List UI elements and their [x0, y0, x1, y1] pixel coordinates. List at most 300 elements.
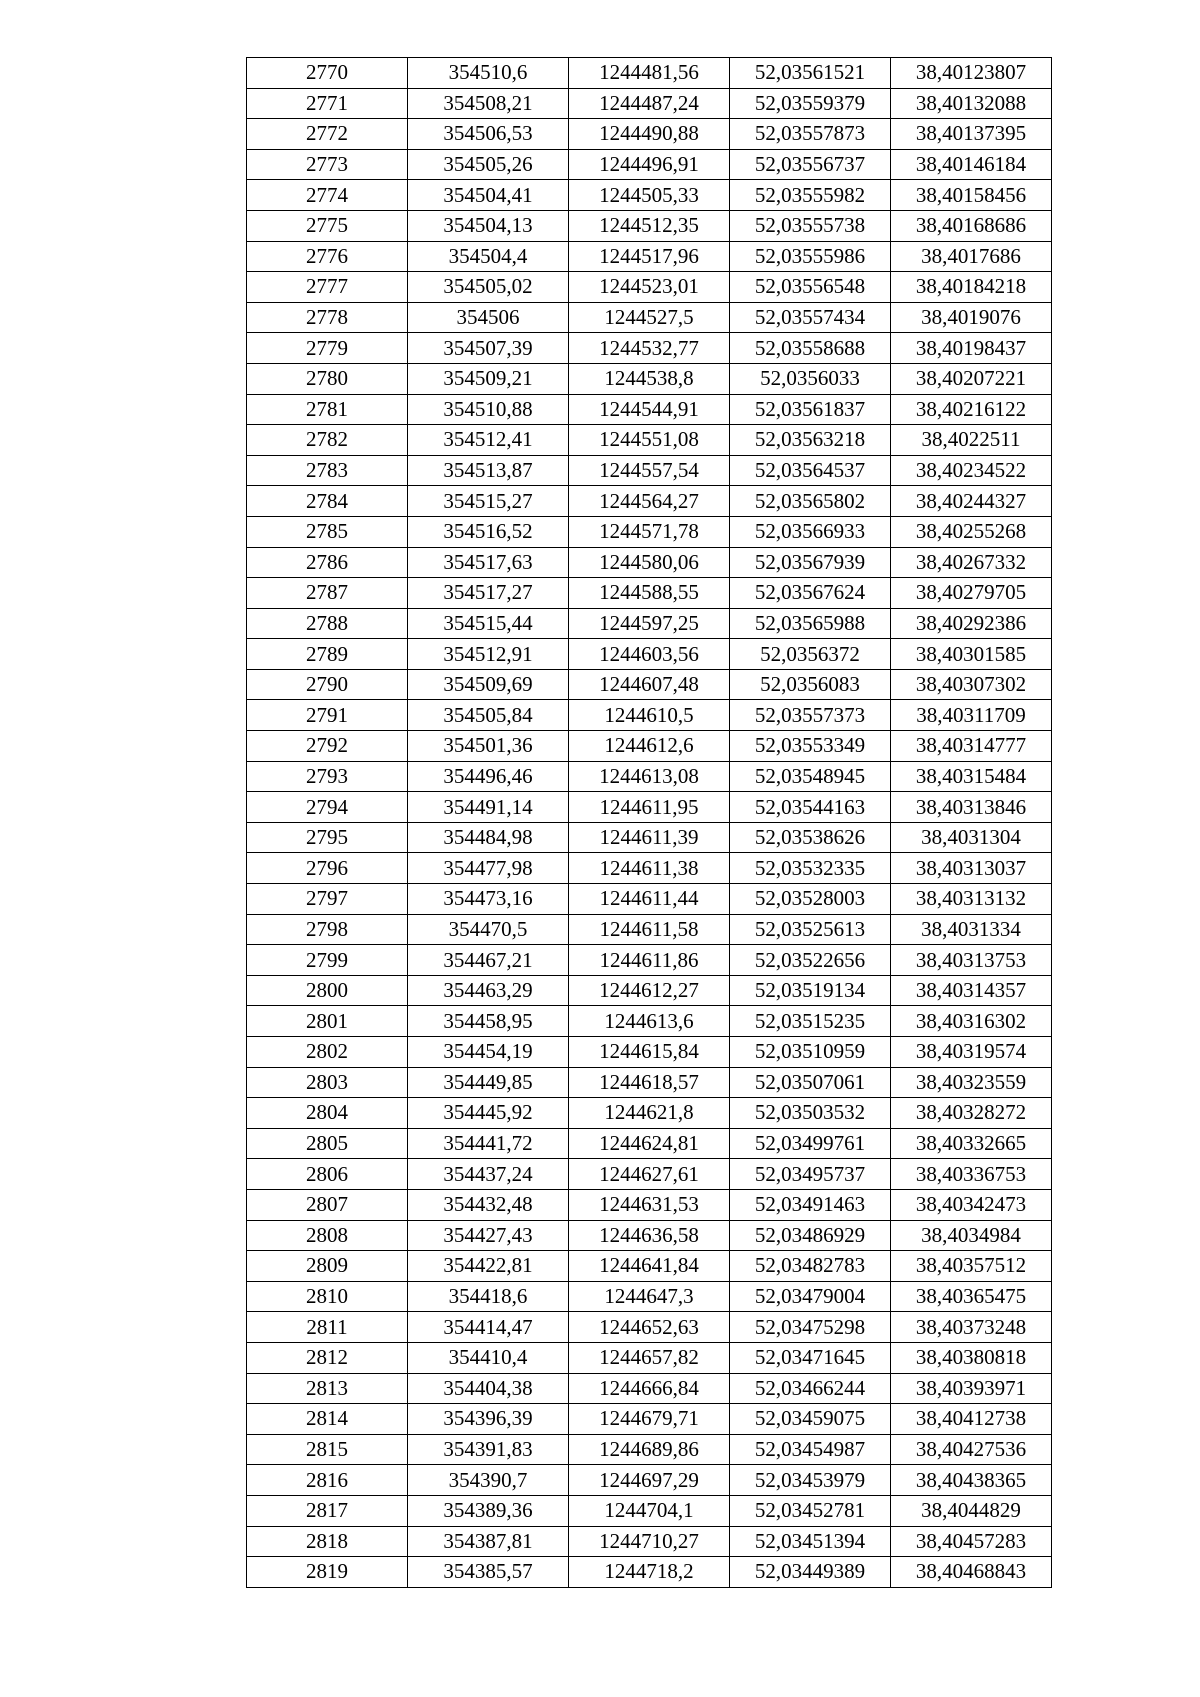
point-number-cell: 2802 [247, 1037, 408, 1068]
longitude-cell: 38,40328272 [891, 1098, 1052, 1129]
y-coordinate-cell: 1244657,82 [569, 1342, 730, 1373]
x-coordinate-cell: 354390,7 [408, 1465, 569, 1496]
table-row [247, 394, 1052, 425]
longitude-cell: 38,40342473 [891, 1189, 1052, 1220]
x-coordinate-cell: 354509,21 [408, 363, 569, 394]
y-coordinate-cell: 1244679,71 [569, 1404, 730, 1435]
latitude-cell: 52,03565802 [730, 486, 891, 517]
latitude-cell: 52,03475298 [730, 1312, 891, 1343]
x-coordinate-cell: 354422,81 [408, 1251, 569, 1282]
x-coordinate-cell: 354512,91 [408, 639, 569, 670]
table-row [247, 700, 1052, 731]
latitude-cell: 52,03466244 [730, 1373, 891, 1404]
point-number-cell: 2808 [247, 1220, 408, 1251]
x-coordinate-cell: 354396,39 [408, 1404, 569, 1435]
x-coordinate-cell: 354515,44 [408, 608, 569, 639]
point-number-cell: 2793 [247, 761, 408, 792]
x-coordinate-cell: 354510,6 [408, 58, 569, 89]
x-coordinate-cell: 354505,26 [408, 149, 569, 180]
longitude-cell: 38,40301585 [891, 639, 1052, 670]
x-coordinate-cell: 354385,57 [408, 1557, 569, 1588]
latitude-cell: 52,03499761 [730, 1128, 891, 1159]
y-coordinate-cell: 1244612,27 [569, 975, 730, 1006]
latitude-cell: 52,03556737 [730, 149, 891, 180]
latitude-cell: 52,03528003 [730, 884, 891, 915]
y-coordinate-cell: 1244588,55 [569, 578, 730, 609]
x-coordinate-cell: 354516,52 [408, 516, 569, 547]
y-coordinate-cell: 1244557,54 [569, 455, 730, 486]
latitude-cell: 52,03544163 [730, 792, 891, 823]
y-coordinate-cell: 1244611,86 [569, 945, 730, 976]
y-coordinate-cell: 1244487,24 [569, 88, 730, 119]
point-number-cell: 2776 [247, 241, 408, 272]
x-coordinate-cell: 354505,84 [408, 700, 569, 731]
point-number-cell: 2773 [247, 149, 408, 180]
table-row [247, 914, 1052, 945]
table-row [247, 1098, 1052, 1129]
latitude-cell: 52,03522656 [730, 945, 891, 976]
latitude-cell: 52,0356083 [730, 669, 891, 700]
y-coordinate-cell: 1244615,84 [569, 1037, 730, 1068]
x-coordinate-cell: 354515,27 [408, 486, 569, 517]
x-coordinate-cell: 354477,98 [408, 853, 569, 884]
longitude-cell: 38,40198437 [891, 333, 1052, 364]
table-row [247, 547, 1052, 578]
point-number-cell: 2784 [247, 486, 408, 517]
longitude-cell: 38,40438365 [891, 1465, 1052, 1496]
x-coordinate-cell: 354510,88 [408, 394, 569, 425]
table-row [247, 1159, 1052, 1190]
latitude-cell: 52,03510959 [730, 1037, 891, 1068]
y-coordinate-cell: 1244689,86 [569, 1434, 730, 1465]
y-coordinate-cell: 1244647,3 [569, 1281, 730, 1312]
y-coordinate-cell: 1244603,56 [569, 639, 730, 670]
point-number-cell: 2815 [247, 1434, 408, 1465]
latitude-cell: 52,03558688 [730, 333, 891, 364]
table-row [247, 272, 1052, 303]
point-number-cell: 2770 [247, 58, 408, 89]
latitude-cell: 52,03479004 [730, 1281, 891, 1312]
x-coordinate-cell: 354504,13 [408, 210, 569, 241]
y-coordinate-cell: 1244517,96 [569, 241, 730, 272]
table-row [247, 58, 1052, 89]
table-row [247, 180, 1052, 211]
y-coordinate-cell: 1244611,44 [569, 884, 730, 915]
point-number-cell: 2819 [247, 1557, 408, 1588]
point-number-cell: 2798 [247, 914, 408, 945]
x-coordinate-cell: 354445,92 [408, 1098, 569, 1129]
point-number-cell: 2818 [247, 1526, 408, 1557]
point-number-cell: 2816 [247, 1465, 408, 1496]
point-number-cell: 2781 [247, 394, 408, 425]
table-row [247, 1465, 1052, 1496]
x-coordinate-cell: 354517,63 [408, 547, 569, 578]
latitude-cell: 52,03525613 [730, 914, 891, 945]
table-row [247, 1526, 1052, 1557]
x-coordinate-cell: 354517,27 [408, 578, 569, 609]
latitude-cell: 52,03556548 [730, 272, 891, 303]
table-row [247, 1251, 1052, 1282]
point-number-cell: 2786 [247, 547, 408, 578]
point-number-cell: 2797 [247, 884, 408, 915]
y-coordinate-cell: 1244490,88 [569, 119, 730, 150]
table-row [247, 792, 1052, 823]
table-row [247, 363, 1052, 394]
point-number-cell: 2772 [247, 119, 408, 150]
longitude-cell: 38,40380818 [891, 1342, 1052, 1373]
longitude-cell: 38,40316302 [891, 1006, 1052, 1037]
longitude-cell: 38,4031334 [891, 914, 1052, 945]
x-coordinate-cell: 354463,29 [408, 975, 569, 1006]
y-coordinate-cell: 1244611,38 [569, 853, 730, 884]
x-coordinate-cell: 354501,36 [408, 731, 569, 762]
table-row [247, 149, 1052, 180]
y-coordinate-cell: 1244613,6 [569, 1006, 730, 1037]
longitude-cell: 38,40158456 [891, 180, 1052, 211]
table-row [247, 1557, 1052, 1588]
longitude-cell: 38,4044829 [891, 1495, 1052, 1526]
latitude-cell: 52,03565988 [730, 608, 891, 639]
table-row [247, 88, 1052, 119]
latitude-cell: 52,0356372 [730, 639, 891, 670]
latitude-cell: 52,03538626 [730, 822, 891, 853]
x-coordinate-cell: 354491,14 [408, 792, 569, 823]
y-coordinate-cell: 1244618,57 [569, 1067, 730, 1098]
longitude-cell: 38,4022511 [891, 425, 1052, 456]
longitude-cell: 38,40319574 [891, 1037, 1052, 1068]
y-coordinate-cell: 1244481,56 [569, 58, 730, 89]
longitude-cell: 38,40184218 [891, 272, 1052, 303]
y-coordinate-cell: 1244611,39 [569, 822, 730, 853]
y-coordinate-cell: 1244652,63 [569, 1312, 730, 1343]
x-coordinate-cell: 354454,19 [408, 1037, 569, 1068]
latitude-cell: 52,03449389 [730, 1557, 891, 1588]
x-coordinate-cell: 354467,21 [408, 945, 569, 976]
table-row [247, 822, 1052, 853]
latitude-cell: 52,03452781 [730, 1495, 891, 1526]
latitude-cell: 52,03567939 [730, 547, 891, 578]
longitude-cell: 38,40292386 [891, 608, 1052, 639]
x-coordinate-cell: 354484,98 [408, 822, 569, 853]
table-row [247, 1404, 1052, 1435]
table-row [247, 608, 1052, 639]
point-number-cell: 2779 [247, 333, 408, 364]
longitude-cell: 38,40146184 [891, 149, 1052, 180]
point-number-cell: 2799 [247, 945, 408, 976]
table-row [247, 425, 1052, 456]
latitude-cell: 52,03507061 [730, 1067, 891, 1098]
table-row [247, 1220, 1052, 1251]
longitude-cell: 38,40267332 [891, 547, 1052, 578]
point-number-cell: 2771 [247, 88, 408, 119]
latitude-cell: 52,03557434 [730, 302, 891, 333]
longitude-cell: 38,40313132 [891, 884, 1052, 915]
x-coordinate-cell: 354470,5 [408, 914, 569, 945]
y-coordinate-cell: 1244624,81 [569, 1128, 730, 1159]
y-coordinate-cell: 1244523,01 [569, 272, 730, 303]
x-coordinate-cell: 354458,95 [408, 1006, 569, 1037]
longitude-cell: 38,40137395 [891, 119, 1052, 150]
point-number-cell: 2783 [247, 455, 408, 486]
y-coordinate-cell: 1244607,48 [569, 669, 730, 700]
x-coordinate-cell: 354427,43 [408, 1220, 569, 1251]
table-row [247, 639, 1052, 670]
y-coordinate-cell: 1244571,78 [569, 516, 730, 547]
x-coordinate-cell: 354437,24 [408, 1159, 569, 1190]
y-coordinate-cell: 1244612,6 [569, 731, 730, 762]
latitude-cell: 52,03451394 [730, 1526, 891, 1557]
table-row [247, 945, 1052, 976]
point-number-cell: 2817 [247, 1495, 408, 1526]
y-coordinate-cell: 1244666,84 [569, 1373, 730, 1404]
y-coordinate-cell: 1244697,29 [569, 1465, 730, 1496]
point-number-cell: 2775 [247, 210, 408, 241]
longitude-cell: 38,4034984 [891, 1220, 1052, 1251]
y-coordinate-cell: 1244610,5 [569, 700, 730, 731]
x-coordinate-cell: 354505,02 [408, 272, 569, 303]
latitude-cell: 52,03548945 [730, 761, 891, 792]
table-row [247, 1373, 1052, 1404]
x-coordinate-cell: 354418,6 [408, 1281, 569, 1312]
x-coordinate-cell: 354387,81 [408, 1526, 569, 1557]
x-coordinate-cell: 354509,69 [408, 669, 569, 700]
longitude-cell: 38,40244327 [891, 486, 1052, 517]
table-row [247, 455, 1052, 486]
latitude-cell: 52,03557873 [730, 119, 891, 150]
latitude-cell: 52,03566933 [730, 516, 891, 547]
longitude-cell: 38,40313846 [891, 792, 1052, 823]
latitude-cell: 52,03555986 [730, 241, 891, 272]
y-coordinate-cell: 1244631,53 [569, 1189, 730, 1220]
y-coordinate-cell: 1244613,08 [569, 761, 730, 792]
x-coordinate-cell: 354404,38 [408, 1373, 569, 1404]
x-coordinate-cell: 354504,41 [408, 180, 569, 211]
point-number-cell: 2789 [247, 639, 408, 670]
point-number-cell: 2788 [247, 608, 408, 639]
table-row [247, 1067, 1052, 1098]
table-row [247, 975, 1052, 1006]
x-coordinate-cell: 354410,4 [408, 1342, 569, 1373]
table-row [247, 1342, 1052, 1373]
longitude-cell: 38,40314777 [891, 731, 1052, 762]
latitude-cell: 52,03561521 [730, 58, 891, 89]
table-row [247, 516, 1052, 547]
point-number-cell: 2806 [247, 1159, 408, 1190]
longitude-cell: 38,40332665 [891, 1128, 1052, 1159]
longitude-cell: 38,40255268 [891, 516, 1052, 547]
point-number-cell: 2778 [247, 302, 408, 333]
x-coordinate-cell: 354508,21 [408, 88, 569, 119]
table-row [247, 1281, 1052, 1312]
table-row [247, 1312, 1052, 1343]
table-row [247, 669, 1052, 700]
latitude-cell: 52,03495737 [730, 1159, 891, 1190]
point-number-cell: 2801 [247, 1006, 408, 1037]
longitude-cell: 38,40313037 [891, 853, 1052, 884]
latitude-cell: 52,03559379 [730, 88, 891, 119]
table-row [247, 761, 1052, 792]
longitude-cell: 38,40357512 [891, 1251, 1052, 1282]
point-number-cell: 2796 [247, 853, 408, 884]
point-number-cell: 2785 [247, 516, 408, 547]
longitude-cell: 38,40234522 [891, 455, 1052, 486]
y-coordinate-cell: 1244627,61 [569, 1159, 730, 1190]
point-number-cell: 2804 [247, 1098, 408, 1129]
latitude-cell: 52,03515235 [730, 1006, 891, 1037]
x-coordinate-cell: 354504,4 [408, 241, 569, 272]
point-number-cell: 2810 [247, 1281, 408, 1312]
table-row [247, 241, 1052, 272]
longitude-cell: 38,40412738 [891, 1404, 1052, 1435]
longitude-cell: 38,40313753 [891, 945, 1052, 976]
latitude-cell: 52,03563218 [730, 425, 891, 456]
latitude-cell: 52,03519134 [730, 975, 891, 1006]
table-row [247, 1189, 1052, 1220]
x-coordinate-cell: 354506,53 [408, 119, 569, 150]
longitude-cell: 38,40216122 [891, 394, 1052, 425]
point-number-cell: 2809 [247, 1251, 408, 1282]
x-coordinate-cell: 354432,48 [408, 1189, 569, 1220]
y-coordinate-cell: 1244512,35 [569, 210, 730, 241]
x-coordinate-cell: 354414,47 [408, 1312, 569, 1343]
x-coordinate-cell: 354449,85 [408, 1067, 569, 1098]
longitude-cell: 38,40307302 [891, 669, 1052, 700]
y-coordinate-cell: 1244544,91 [569, 394, 730, 425]
x-coordinate-cell: 354496,46 [408, 761, 569, 792]
longitude-cell: 38,40323559 [891, 1067, 1052, 1098]
y-coordinate-cell: 1244564,27 [569, 486, 730, 517]
table-row [247, 119, 1052, 150]
table-row [247, 578, 1052, 609]
longitude-cell: 38,40315484 [891, 761, 1052, 792]
y-coordinate-cell: 1244636,58 [569, 1220, 730, 1251]
y-coordinate-cell: 1244621,8 [569, 1098, 730, 1129]
latitude-cell: 52,03561837 [730, 394, 891, 425]
latitude-cell: 52,03471645 [730, 1342, 891, 1373]
table-row [247, 302, 1052, 333]
longitude-cell: 38,40279705 [891, 578, 1052, 609]
y-coordinate-cell: 1244496,91 [569, 149, 730, 180]
y-coordinate-cell: 1244505,33 [569, 180, 730, 211]
longitude-cell: 38,4031304 [891, 822, 1052, 853]
x-coordinate-cell: 354389,36 [408, 1495, 569, 1526]
coordinates-table [246, 57, 1052, 1588]
table-row [247, 1037, 1052, 1068]
point-number-cell: 2814 [247, 1404, 408, 1435]
longitude-cell: 38,4017686 [891, 241, 1052, 272]
y-coordinate-cell: 1244611,58 [569, 914, 730, 945]
table-row [247, 1495, 1052, 1526]
longitude-cell: 38,40132088 [891, 88, 1052, 119]
y-coordinate-cell: 1244580,06 [569, 547, 730, 578]
longitude-cell: 38,40393971 [891, 1373, 1052, 1404]
point-number-cell: 2812 [247, 1342, 408, 1373]
x-coordinate-cell: 354513,87 [408, 455, 569, 486]
longitude-cell: 38,40168686 [891, 210, 1052, 241]
longitude-cell: 38,40468843 [891, 1557, 1052, 1588]
longitude-cell: 38,40311709 [891, 700, 1052, 731]
latitude-cell: 52,03459075 [730, 1404, 891, 1435]
longitude-cell: 38,40207221 [891, 363, 1052, 394]
latitude-cell: 52,03532335 [730, 853, 891, 884]
latitude-cell: 52,03453979 [730, 1465, 891, 1496]
x-coordinate-cell: 354512,41 [408, 425, 569, 456]
longitude-cell: 38,40314357 [891, 975, 1052, 1006]
y-coordinate-cell: 1244538,8 [569, 363, 730, 394]
point-number-cell: 2794 [247, 792, 408, 823]
y-coordinate-cell: 1244527,5 [569, 302, 730, 333]
y-coordinate-cell: 1244551,08 [569, 425, 730, 456]
point-number-cell: 2795 [247, 822, 408, 853]
point-number-cell: 2813 [247, 1373, 408, 1404]
table-row [247, 1006, 1052, 1037]
latitude-cell: 52,03486929 [730, 1220, 891, 1251]
table-row [247, 486, 1052, 517]
longitude-cell: 38,40373248 [891, 1312, 1052, 1343]
table-row [247, 1434, 1052, 1465]
y-coordinate-cell: 1244704,1 [569, 1495, 730, 1526]
latitude-cell: 52,03503532 [730, 1098, 891, 1129]
longitude-cell: 38,4019076 [891, 302, 1052, 333]
point-number-cell: 2777 [247, 272, 408, 303]
longitude-cell: 38,40123807 [891, 58, 1052, 89]
point-number-cell: 2803 [247, 1067, 408, 1098]
longitude-cell: 38,40336753 [891, 1159, 1052, 1190]
longitude-cell: 38,40457283 [891, 1526, 1052, 1557]
table-row [247, 333, 1052, 364]
point-number-cell: 2792 [247, 731, 408, 762]
point-number-cell: 2780 [247, 363, 408, 394]
point-number-cell: 2782 [247, 425, 408, 456]
table-row [247, 210, 1052, 241]
latitude-cell: 52,03557373 [730, 700, 891, 731]
table-row [247, 884, 1052, 915]
latitude-cell: 52,03491463 [730, 1189, 891, 1220]
table-row [247, 1128, 1052, 1159]
latitude-cell: 52,03454987 [730, 1434, 891, 1465]
latitude-cell: 52,0356033 [730, 363, 891, 394]
x-coordinate-cell: 354507,39 [408, 333, 569, 364]
point-number-cell: 2791 [247, 700, 408, 731]
y-coordinate-cell: 1244597,25 [569, 608, 730, 639]
x-coordinate-cell: 354441,72 [408, 1128, 569, 1159]
point-number-cell: 2805 [247, 1128, 408, 1159]
x-coordinate-cell: 354473,16 [408, 884, 569, 915]
y-coordinate-cell: 1244532,77 [569, 333, 730, 364]
y-coordinate-cell: 1244641,84 [569, 1251, 730, 1282]
longitude-cell: 38,40427536 [891, 1434, 1052, 1465]
latitude-cell: 52,03564537 [730, 455, 891, 486]
point-number-cell: 2790 [247, 669, 408, 700]
point-number-cell: 2774 [247, 180, 408, 211]
point-number-cell: 2807 [247, 1189, 408, 1220]
latitude-cell: 52,03555738 [730, 210, 891, 241]
table-row [247, 731, 1052, 762]
latitude-cell: 52,03482783 [730, 1251, 891, 1282]
point-number-cell: 2787 [247, 578, 408, 609]
x-coordinate-cell: 354391,83 [408, 1434, 569, 1465]
longitude-cell: 38,40365475 [891, 1281, 1052, 1312]
latitude-cell: 52,03553349 [730, 731, 891, 762]
point-number-cell: 2811 [247, 1312, 408, 1343]
coordinates-table-body [247, 58, 1052, 1588]
y-coordinate-cell: 1244611,95 [569, 792, 730, 823]
y-coordinate-cell: 1244710,27 [569, 1526, 730, 1557]
point-number-cell: 2800 [247, 975, 408, 1006]
latitude-cell: 52,03567624 [730, 578, 891, 609]
latitude-cell: 52,03555982 [730, 180, 891, 211]
y-coordinate-cell: 1244718,2 [569, 1557, 730, 1588]
